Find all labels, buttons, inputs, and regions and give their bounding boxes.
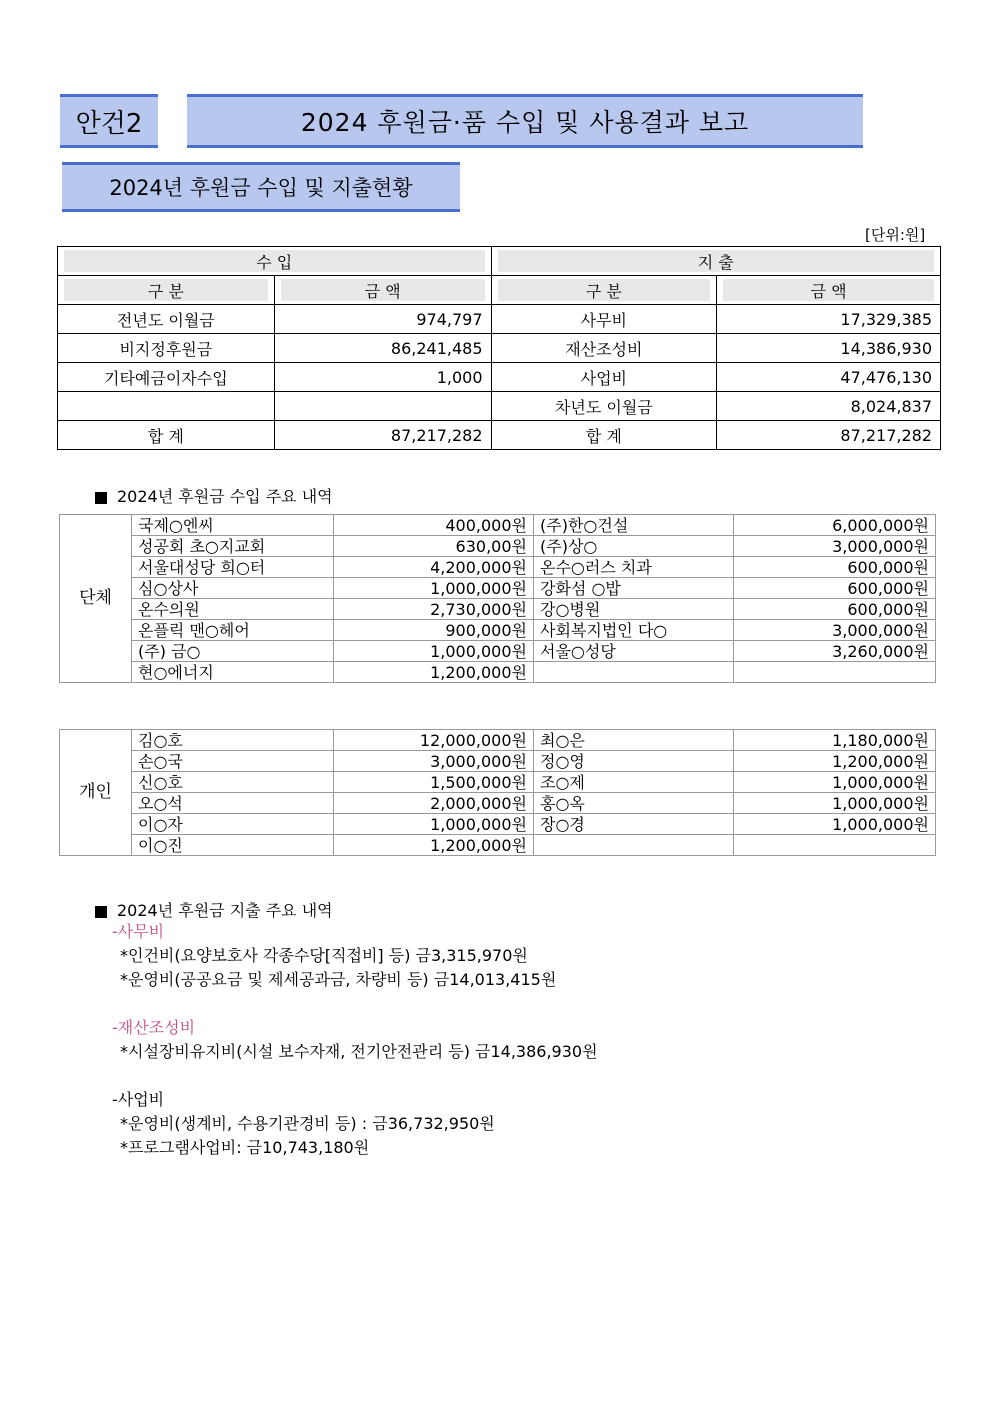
group-label-individual: 개인 [60,730,132,856]
donor-name: (주)한○건설 [534,515,734,536]
donor-amount: 2,730,000원 [334,599,534,620]
individual-donors-table [59,729,936,856]
donor-name: 홍○옥 [534,793,734,814]
donor-name: 현○에너지 [132,662,334,683]
expense-amount: 47,476,130 [717,363,941,392]
unit-label: [단위:원] [865,226,926,244]
expense-category-header [491,276,717,305]
donor-amount: 1,200,000원 [334,835,534,856]
donor-name: 이○자 [132,814,334,835]
table-row [60,536,936,557]
donor-amount: 6,000,000원 [734,515,936,536]
donor-amount: 1,000,000원 [734,772,936,793]
summary-group-header-row [58,247,941,276]
income-section-heading [95,484,333,507]
income-amount-header [274,276,491,305]
expense-header-label: 지 출 [498,250,935,272]
donor-amount: 2,000,000원 [334,793,534,814]
income-section-heading-text: 2024년 후원금 수입 주요 내역 [117,487,333,506]
table-row [58,363,941,392]
table-row [58,392,941,421]
income-amount: 974,797 [274,305,491,334]
income-category [58,392,275,421]
summary-column-header-row [58,276,941,305]
table-row [60,730,936,751]
donor-amount: 1,000,000원 [334,641,534,662]
spacer [112,992,598,1016]
donor-amount: 1,000,000원 [334,578,534,599]
asset-expense-line: *시설장비유지비(시설 보수자재, 전기안전관리 등) 금14,386,930원 [120,1042,598,1061]
donor-amount: 3,000,000원 [734,620,936,641]
donor-name [534,835,734,856]
income-category: 비지정후원금 [58,334,275,363]
square-bullet-icon [95,492,107,504]
group-label-organization: 단체 [60,515,132,683]
expense-category: 재산조성비 [491,334,717,363]
table-row [60,772,936,793]
donor-amount: 1,000,000원 [734,793,936,814]
donor-name: 서울○성당 [534,641,734,662]
donor-name: 정○영 [534,751,734,772]
table-row [60,599,936,620]
donor-amount [734,835,936,856]
table-row [60,620,936,641]
office-expense-line: *운영비(공공요금 및 제세공과금, 차량비 등) 금14,013,415원 [120,970,557,989]
donor-amount: 400,000원 [334,515,534,536]
expense-section-heading-text: 2024년 후원금 지출 주요 내역 [117,901,333,920]
table-row [58,334,941,363]
column-label: 구 분 [498,279,711,301]
expense-category: 사업비 [491,363,717,392]
asset-expense-title: -재산조성비 [112,1018,196,1037]
donor-amount: 1,200,000원 [334,662,534,683]
office-expense-title: -사무비 [112,922,165,941]
income-amount: 1,000 [274,363,491,392]
donor-name: 장○경 [534,814,734,835]
donor-amount: 1,200,000원 [734,751,936,772]
table-row [60,641,936,662]
donor-name: 국제○엔씨 [132,515,334,536]
donor-amount: 630,00원 [334,536,534,557]
income-category: 전년도 이월금 [58,305,275,334]
donor-name: 신○호 [132,772,334,793]
project-expense-line: *프로그램사업비: 금10,743,180원 [120,1138,370,1157]
income-amount: 86,241,485 [274,334,491,363]
income-category-header [58,276,275,305]
table-row [60,835,936,856]
project-expense-line: *운영비(생계비, 수용기관경비 등) : 금36,732,950원 [120,1114,495,1133]
column-label: 구 분 [64,279,268,301]
table-row [60,557,936,578]
expense-amount: 8,024,837 [717,392,941,421]
donor-name: 온플릭 맨○헤어 [132,620,334,641]
income-total-label: 합 계 [58,421,275,450]
table-row [60,515,936,536]
section-subtitle: 2024년 후원금 수입 및 지출현황 [62,162,460,212]
project-expense-title: -사업비 [112,1090,165,1109]
donor-name: (주)상○ [534,536,734,557]
page-title: 2024 후원금·품 수입 및 사용결과 보고 [187,94,863,148]
donor-name: 강○병원 [534,599,734,620]
table-row [58,305,941,334]
income-total-amount: 87,217,282 [274,421,491,450]
summary-table [57,246,941,450]
expense-amount-header [717,276,941,305]
income-header [58,247,492,276]
donor-name: 이○진 [132,835,334,856]
donor-name: 성공회 초○지교회 [132,536,334,557]
column-label: 금 액 [281,279,485,301]
donor-name: 김○호 [132,730,334,751]
donor-name: 심○상사 [132,578,334,599]
income-category: 기타예금이자수입 [58,363,275,392]
donor-amount: 1,180,000원 [734,730,936,751]
expense-section-heading [95,898,333,921]
income-amount [274,392,491,421]
table-row [60,814,936,835]
column-label: 금 액 [723,279,934,301]
expense-category: 사무비 [491,305,717,334]
donor-amount: 3,000,000원 [734,536,936,557]
organization-donors-table [59,514,936,683]
donor-amount: 600,000원 [734,557,936,578]
donor-amount: 3,000,000원 [334,751,534,772]
expense-category: 차년도 이월금 [491,392,717,421]
table-row [60,662,936,683]
agenda-label: 안건2 [60,94,158,148]
donor-name: 오○석 [132,793,334,814]
expense-header [491,247,941,276]
total-row [58,421,941,450]
expense-total-label: 합 계 [491,421,717,450]
donor-name: (주) 금○ [132,641,334,662]
expense-total-amount: 87,217,282 [717,421,941,450]
square-bullet-icon [95,906,107,918]
donor-name: 온수의원 [132,599,334,620]
table-row [60,793,936,814]
donor-amount: 1,500,000원 [334,772,534,793]
donor-amount: 1,000,000원 [734,814,936,835]
table-row [60,578,936,599]
donor-amount: 12,000,000원 [334,730,534,751]
expense-amount: 17,329,385 [717,305,941,334]
donor-name: 사회복지법인 다○ [534,620,734,641]
donor-amount [734,662,936,683]
donor-name: 강화섬 ○밥 [534,578,734,599]
income-header-label: 수 입 [64,250,485,272]
expense-details [112,920,598,1160]
donor-amount: 900,000원 [334,620,534,641]
donor-name: 최○은 [534,730,734,751]
donor-amount: 1,000,000원 [334,814,534,835]
donor-amount: 4,200,000원 [334,557,534,578]
spacer [112,1064,598,1088]
donor-name: 손○국 [132,751,334,772]
expense-amount: 14,386,930 [717,334,941,363]
donor-amount: 600,000원 [734,578,936,599]
donor-name: 조○제 [534,772,734,793]
donor-name: 온수○러스 치과 [534,557,734,578]
office-expense-line: *인건비(요양보호사 각종수당[직접비] 등) 금3,315,970원 [120,946,528,965]
donor-name [534,662,734,683]
donor-amount: 600,000원 [734,599,936,620]
table-row [60,751,936,772]
donor-name: 서울대성당 희○터 [132,557,334,578]
donor-amount: 3,260,000원 [734,641,936,662]
